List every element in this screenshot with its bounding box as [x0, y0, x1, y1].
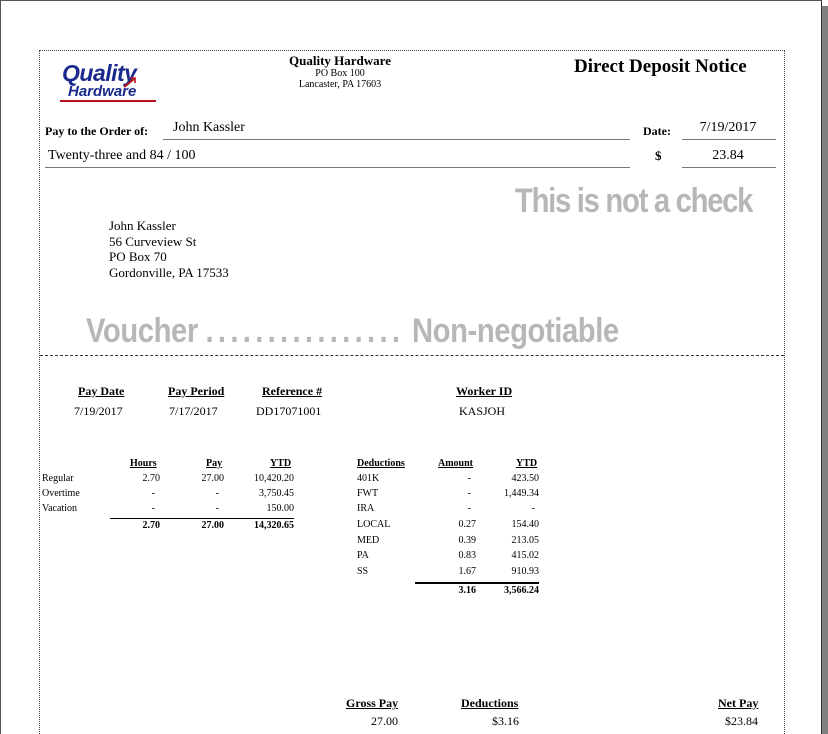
address-line: 56 Curveview St — [109, 234, 197, 249]
deduction-ytd: 423.50 — [511, 473, 539, 484]
deductions-summary-value: $3.16 — [492, 714, 519, 728]
deduction-name: LOCAL — [357, 519, 391, 530]
deductions-header: Deductions — [357, 458, 405, 469]
address-line: John Kassler — [109, 218, 176, 233]
non-negotiable-label: Non-negotiable — [411, 312, 619, 350]
deduction-ytd: 154.40 — [511, 519, 539, 530]
net-pay-header: Net Pay — [718, 696, 759, 710]
deduction-name: 401K — [357, 473, 380, 484]
not-a-check-watermark: This is not a check — [515, 182, 753, 220]
logo-line1: Quality — [62, 60, 137, 86]
deduction-amount: - — [467, 488, 471, 499]
pay-period-value: 7/17/2017 — [169, 404, 218, 418]
notice-title: Direct Deposit Notice — [574, 56, 747, 77]
gross-pay-header: Gross Pay — [346, 696, 399, 710]
logo-underline — [60, 100, 156, 102]
earning-hours: 2.70 — [142, 473, 160, 484]
earnings-total-ytd: 14,320.65 — [254, 520, 294, 531]
amount-words-line — [45, 167, 630, 168]
deduction-ytd: 213.05 — [511, 535, 539, 546]
deduction-ytd: 415.02 — [511, 550, 539, 561]
earning-hours: - — [151, 503, 155, 514]
deduction-amount: 1.67 — [458, 566, 476, 577]
deduction-name: PA — [357, 550, 369, 561]
earning-ytd: 3,750.45 — [259, 488, 294, 499]
earning-pay: - — [215, 488, 219, 499]
deduction-name: MED — [357, 535, 380, 546]
amount-header: Amount — [438, 458, 474, 469]
amount-in-words: Twenty-three and 84 / 100 — [48, 148, 196, 163]
earning-label: Overtime — [42, 488, 80, 499]
pay-date-value: 7/19/2017 — [74, 404, 123, 418]
payee-line — [163, 139, 630, 140]
voucher-label: Voucher — [86, 312, 198, 350]
deduction-ytd: 910.93 — [511, 566, 539, 577]
hours-header: Hours — [130, 458, 157, 469]
earning-hours: - — [151, 488, 155, 499]
deduction-ytd: 1,449.34 — [504, 488, 539, 499]
check-amount: 23.84 — [712, 148, 744, 163]
company-address-line2: Lancaster, PA 17603 — [298, 79, 382, 90]
date-label: Date: — [643, 124, 671, 138]
gross-pay-value: 27.00 — [371, 714, 398, 728]
payee-name: John Kassler — [173, 120, 245, 135]
check-date: 7/19/2017 — [699, 120, 757, 135]
earning-pay: - — [215, 503, 219, 514]
deduction-amount: 0.27 — [458, 519, 476, 530]
earning-ytd: 150.00 — [266, 503, 294, 514]
pay-to-label: Pay to the Order of: — [45, 124, 149, 138]
reference-header: Reference # — [262, 384, 323, 398]
earning-label: Vacation — [42, 503, 77, 514]
reference-value: DD17071001 — [256, 404, 322, 418]
worker-id-header: Worker ID — [456, 384, 513, 398]
page-shadow — [822, 6, 828, 734]
amount-line — [682, 167, 776, 168]
company-logo — [58, 60, 158, 104]
address-line: PO Box 70 — [109, 249, 167, 264]
earning-label: Regular — [42, 473, 74, 484]
voucher-dots: ................ — [205, 312, 405, 350]
deduction-ytd: - — [531, 503, 535, 514]
earnings-total-hours: 2.70 — [142, 520, 160, 531]
earnings-total-pay: 27.00 — [201, 520, 224, 531]
date-line — [682, 139, 776, 140]
net-pay-value: $23.84 — [725, 714, 758, 728]
deduction-amount: 0.39 — [458, 535, 476, 546]
earning-pay: 27.00 — [201, 473, 224, 484]
deduction-amount: - — [467, 473, 471, 484]
address-line: Gordonville, PA 17533 — [109, 265, 229, 280]
deduction-name: SS — [357, 566, 369, 577]
pay-period-header: Pay Period — [168, 384, 225, 398]
dollar-sign: $ — [655, 148, 662, 163]
deductions-total-rule — [415, 582, 539, 584]
earning-ytd: 10,420.20 — [254, 473, 294, 484]
company-address-line1: PO Box 100 — [315, 68, 365, 79]
deduction-name: IRA — [357, 503, 375, 514]
logo-line2: Hardware — [68, 83, 137, 100]
deduction-amount: - — [467, 503, 471, 514]
deductions-ytd-header: YTD — [516, 458, 538, 469]
deductions-total-amount: 3.16 — [458, 585, 476, 596]
voucher-banner — [86, 312, 619, 351]
tear-line — [40, 355, 784, 356]
deductions-summary-header: Deductions — [461, 696, 519, 710]
pay-header: Pay — [206, 458, 223, 469]
earnings-ytd-header: YTD — [270, 458, 292, 469]
company-name: Quality Hardware — [289, 53, 391, 68]
pay-date-header: Pay Date — [78, 384, 125, 398]
deduction-amount: 0.83 — [458, 550, 476, 561]
deductions-total-ytd: 3,566.24 — [504, 585, 539, 596]
worker-id-value: KASJOH — [459, 404, 506, 418]
earnings-total-rule — [110, 518, 294, 519]
deduction-name: FWT — [357, 488, 379, 499]
